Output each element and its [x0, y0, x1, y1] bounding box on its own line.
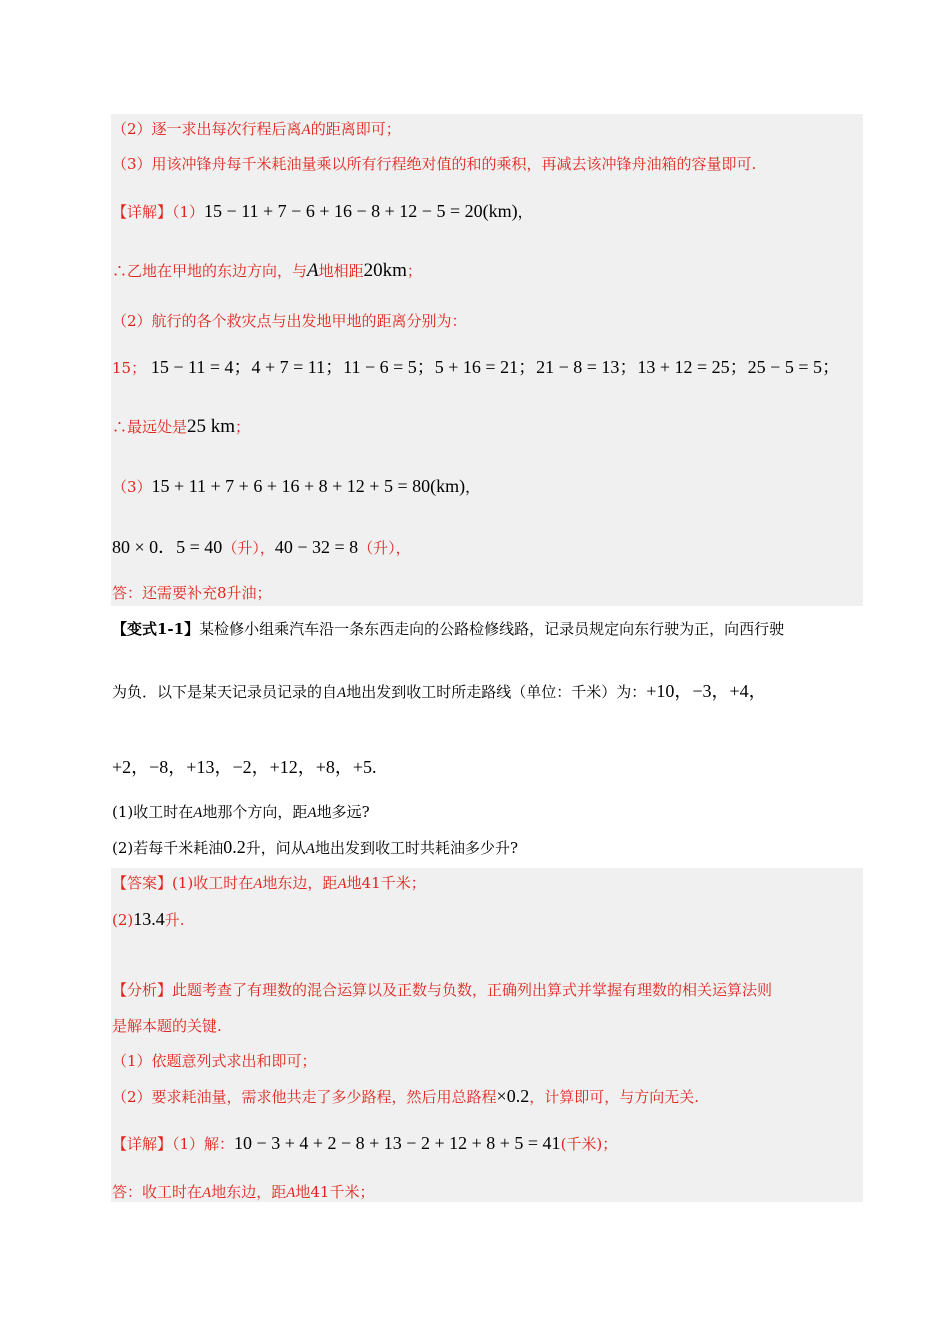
- step-text-end: 的距离即可；: [310, 120, 401, 138]
- multiplier: ×0.2: [496, 1086, 530, 1106]
- answer-text: 答：还需要补充8升油；: [112, 584, 272, 602]
- question-text: (1)收工时在: [112, 803, 194, 821]
- text: （3）: [112, 478, 152, 496]
- fuel-total: 13.4: [133, 909, 165, 929]
- problem-tag: 【变式1-1】: [112, 620, 200, 638]
- analysis-line-4: [112, 1085, 862, 1108]
- question-text: 地出发到收工时共耗油多少升?: [314, 839, 518, 857]
- answer-text: 答：收工时在: [112, 1183, 203, 1201]
- detail-line-8: [112, 582, 862, 604]
- answer-text: 地41千米；: [346, 874, 426, 892]
- route-values: +10，−3，+4，: [646, 681, 767, 701]
- distance-value: 20km: [363, 260, 407, 281]
- unit: (千米)；: [560, 1135, 618, 1153]
- question-1: [112, 801, 862, 824]
- var-a: A: [301, 122, 311, 138]
- problem-text: 为负．以下是某天记录员记录的自: [112, 683, 338, 701]
- route-values: +2，−8，+13，−2，+12，+8，+5.: [112, 757, 377, 777]
- answer-line-1: [112, 872, 862, 895]
- equation: 10 − 3 + 4 + 2 − 8 + 13 − 2 + 12 + 8 + 5 = 41: [234, 1133, 561, 1153]
- answer-text: 升.: [164, 911, 185, 929]
- analysis-line-2: [112, 1015, 862, 1037]
- analysis-step-2: [112, 118, 862, 141]
- var-a: A: [305, 841, 315, 857]
- equation: 40 − 32 = 8: [274, 537, 359, 557]
- detail2-line-1: [112, 1132, 862, 1155]
- fuel-rate: 0.2: [223, 837, 246, 857]
- text: ∴最远处是: [112, 418, 188, 436]
- detail-tag: 【详解】（1）解：: [112, 1135, 235, 1153]
- analysis-text: （1）依题意列式求出和即可；: [112, 1052, 317, 1070]
- detail-line-3: [112, 310, 862, 332]
- analysis-line-1: [112, 979, 862, 1001]
- analysis-text: 【分析】此题考查了有理数的混合运算以及正数与负数，正确列出算式并掌握有理数的相关运算法则: [112, 981, 773, 999]
- distance-value: 25 km: [187, 416, 236, 437]
- text: 15；: [112, 359, 147, 377]
- problem-text: 某检修小组乘汽车沿一条东西走向的公路检修线路，记录员规定向东行驶为正，向西行驶: [199, 620, 785, 638]
- var-a: A: [337, 876, 347, 892]
- text: 地相距: [318, 262, 364, 280]
- answer-text: 地东边，距: [211, 1183, 287, 1201]
- detail-line-5: [112, 416, 862, 438]
- question-text: (2)若每千米耗油: [112, 839, 224, 857]
- var-a: A: [307, 260, 319, 281]
- var-a: A: [337, 685, 347, 701]
- detail-line-4: [112, 356, 862, 379]
- var-a: A: [253, 876, 263, 892]
- unit: （升），: [222, 539, 275, 557]
- step-text: （2）逐一求出每次行程后离: [112, 120, 302, 138]
- problem-line-1: [112, 618, 862, 640]
- punct: ；: [406, 262, 422, 280]
- detail-line-2: [112, 260, 862, 282]
- detail-line-1: [112, 200, 862, 223]
- analysis-text: 是解本题的关键.: [112, 1017, 222, 1035]
- detail-tag: 【详解】（1）: [112, 203, 205, 221]
- analysis-text: ，计算即可，与方向无关.: [529, 1088, 699, 1106]
- analysis-line-3: [112, 1050, 862, 1072]
- punct: ，: [517, 203, 533, 221]
- punct: ；: [235, 418, 251, 436]
- answer-text: 【答案】(1)收工时在: [112, 874, 254, 892]
- question-text: 地那个方向，距: [202, 803, 308, 821]
- question-text: 升，问从: [245, 839, 306, 857]
- question-2: [112, 836, 862, 860]
- equation: 80 × 0．5 = 40: [112, 537, 223, 557]
- answer-text: (2): [112, 911, 134, 929]
- step-text: （3）用该冲锋舟每千米耗油量乘以所有行程绝对值的和的乘积，再减去该冲锋舟油箱的容量即可.: [112, 155, 757, 173]
- equation: 15 + 11 + 7 + 6 + 16 + 8 + 12 + 5 = 80(km): [151, 476, 466, 496]
- answer-text: 地41千米；: [295, 1183, 375, 1201]
- var-a: A: [193, 805, 203, 821]
- problem-text: 地出发到收工时所走路线（单位：千米）为：: [346, 683, 647, 701]
- answer-text: 地东边，距: [262, 874, 338, 892]
- problem-line-2: [112, 680, 862, 704]
- problem-line-3: [112, 756, 862, 779]
- analysis-step-3: [112, 153, 862, 175]
- text: （2）航行的各个救灾点与出发地甲地的距离分别为：: [112, 312, 467, 330]
- detail-line-6: [112, 475, 862, 498]
- var-a: A: [286, 1185, 296, 1201]
- analysis-text: （2）要求耗油量，需求他共走了多少路程，然后用总路程: [112, 1088, 497, 1106]
- detail-line-7: [112, 536, 862, 559]
- equation: 15 − 11 + 7 − 6 + 16 − 8 + 12 − 5 = 20(km): [204, 201, 518, 221]
- unit: （升），: [358, 539, 411, 557]
- punct: ，: [465, 478, 481, 496]
- text: ∴乙地在甲地的东边方向，与: [112, 262, 308, 280]
- equation: 15 − 11 = 4；4 + 7 = 11；11 − 6 = 5；5 + 16 = 21；21 − 8 = 13；13 + 12 = 25；25 − 5 = 5；: [150, 357, 840, 377]
- question-text: 地多远?: [316, 803, 370, 821]
- answer-line-2: [112, 908, 862, 931]
- detail2-line-2: [112, 1181, 862, 1204]
- var-a: A: [307, 805, 317, 821]
- var-a: A: [202, 1185, 212, 1201]
